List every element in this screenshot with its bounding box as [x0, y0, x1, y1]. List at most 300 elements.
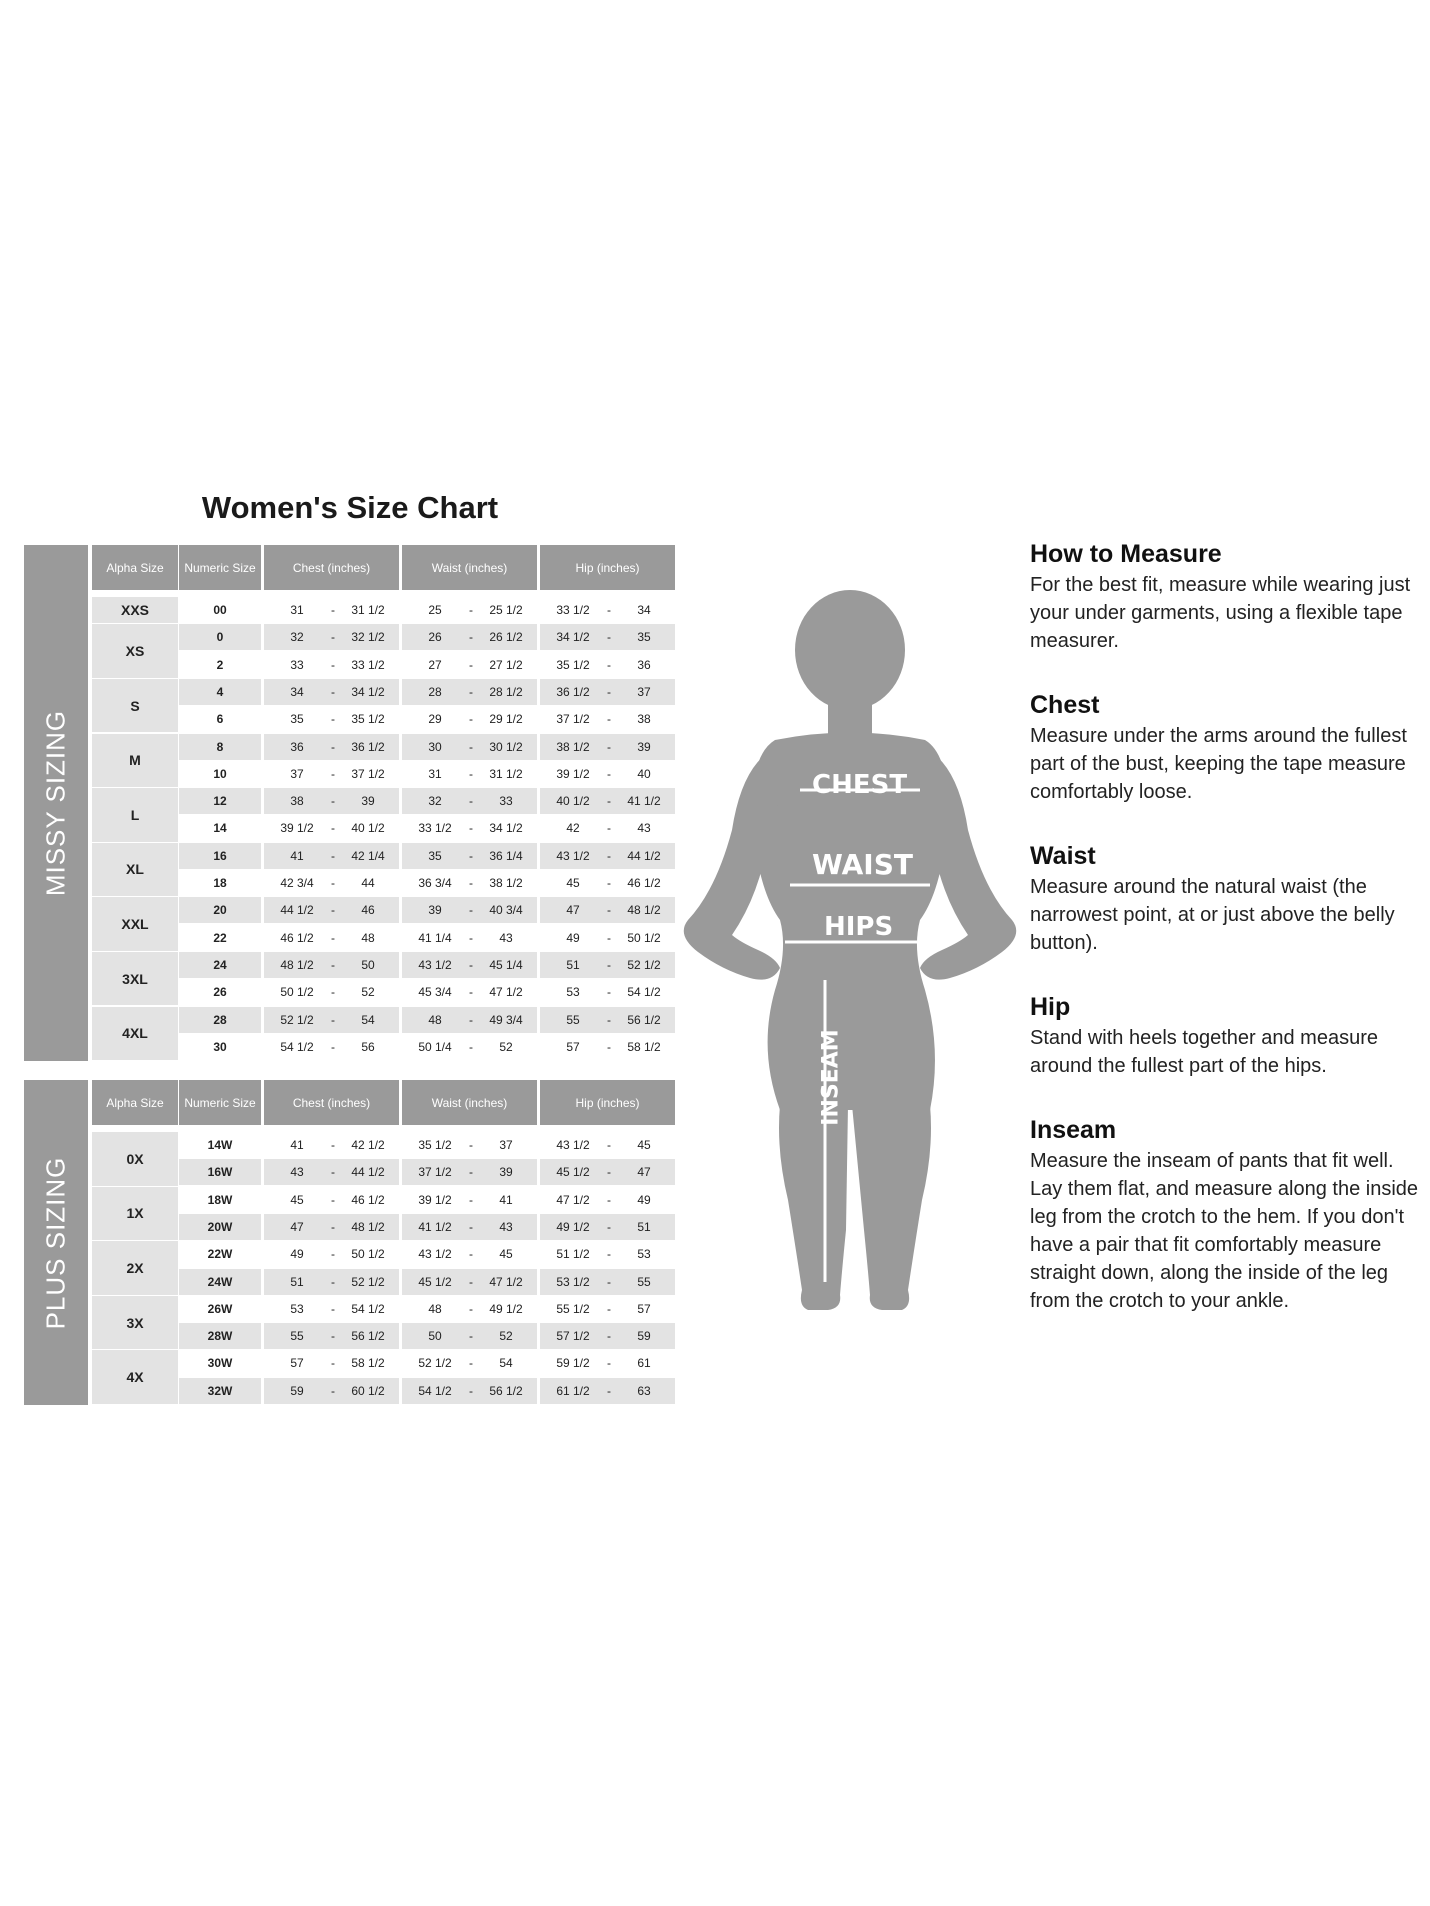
range-separator: -	[607, 603, 611, 617]
hip-min-value: 47 1/2	[556, 1192, 590, 1207]
waist-min-value: 26	[428, 630, 442, 645]
hip-max-value: 54 1/2	[627, 985, 661, 1000]
numeric-size-cell: 14W	[207, 1138, 233, 1152]
range-separator: -	[607, 1192, 611, 1207]
missy-sizing-table	[24, 545, 679, 1061]
chest-max-value: 54 1/2	[351, 1301, 385, 1316]
info-heading: Chest	[1030, 691, 1100, 719]
chest-range-cell	[264, 843, 399, 869]
chest-min-value: 46 1/2	[280, 930, 314, 945]
waist-min-value: 39 1/2	[418, 1192, 452, 1207]
chest-range-cell	[264, 815, 399, 841]
range-separator: -	[607, 712, 611, 727]
waist-range-cell	[402, 679, 537, 705]
hip-min-value: 42	[566, 821, 580, 836]
waist-min-value: 29	[428, 712, 442, 727]
alpha-size-cell: 2X	[92, 1241, 178, 1295]
chest-max-value: 48	[361, 930, 375, 945]
alpha-size-cell: XL	[92, 843, 178, 897]
waist-range-cell	[402, 952, 537, 978]
range-separator: -	[469, 739, 473, 754]
section-label-text: MISSY SIZING	[40, 709, 71, 897]
chest-max-value: 46 1/2	[351, 1192, 385, 1207]
chest-range-cell	[264, 706, 399, 732]
hip-max-value: 43	[637, 821, 651, 836]
waist-max-value: 54	[499, 1356, 513, 1371]
waist-range-cell	[402, 870, 537, 896]
chest-max-value: 37 1/2	[351, 766, 385, 781]
table-row	[24, 1269, 679, 1296]
chest-min-value: 38	[290, 794, 304, 809]
range-separator: -	[331, 603, 335, 617]
waist-min-value: 54 1/2	[418, 1383, 452, 1398]
range-separator: -	[607, 657, 611, 672]
numeric-size-cell: 2	[216, 657, 224, 672]
range-separator: -	[607, 1138, 611, 1152]
chest-min-value: 49	[290, 1247, 304, 1262]
chest-range-cell	[264, 734, 399, 760]
chest-min-value: 53	[290, 1301, 304, 1316]
range-separator: -	[331, 821, 335, 836]
hip-range-cell	[540, 815, 675, 841]
hip-max-value: 40	[637, 766, 651, 781]
alpha-size-cell: 0X	[92, 1132, 178, 1186]
inseam-label: INSEAM	[818, 1029, 844, 1126]
waist-range-cell	[402, 652, 537, 678]
waist-max-value: 41	[499, 1192, 513, 1207]
chest-range-cell	[264, 1269, 399, 1295]
numeric-size-cell: 8	[179, 734, 261, 760]
hip-range-cell	[540, 925, 675, 951]
numeric-size-cell: 30	[213, 1039, 227, 1054]
table-row	[24, 679, 679, 706]
chest-range-cell	[264, 979, 399, 1005]
waist-range-cell	[402, 925, 537, 951]
hip-min-value: 55 1/2	[556, 1301, 590, 1316]
hip-range-cell	[540, 679, 675, 705]
numeric-size-cell: 14	[213, 821, 227, 836]
range-separator: -	[607, 1356, 611, 1371]
chest-min-value: 34	[290, 684, 304, 699]
chest-max-value: 54	[361, 1012, 375, 1027]
table-row	[24, 1241, 679, 1268]
alpha-size-cell: XXS	[92, 597, 178, 623]
waist-max-value: 34 1/2	[489, 821, 523, 836]
waist-range-cell	[402, 897, 537, 923]
range-separator: -	[469, 1247, 473, 1262]
range-separator: -	[607, 739, 611, 754]
range-separator: -	[607, 1012, 611, 1027]
hip-min-value: 38 1/2	[556, 739, 590, 754]
hip-max-value: 44 1/2	[627, 848, 661, 863]
hip-max-value: 39	[637, 739, 651, 754]
chest-max-value: 52 1/2	[351, 1274, 385, 1289]
numeric-size-cell: 00	[213, 603, 227, 617]
waist-range-cell	[402, 1007, 537, 1033]
waist-range-cell	[402, 1350, 537, 1376]
range-separator: -	[331, 1219, 335, 1234]
alpha-size-cell: 3XL	[92, 952, 178, 1006]
range-separator: -	[469, 1329, 473, 1344]
table-row	[24, 1034, 679, 1061]
hip-min-value: 59 1/2	[556, 1356, 590, 1371]
hip-max-value: 55	[637, 1274, 651, 1289]
waist-max-value: 25 1/2	[489, 603, 523, 617]
chest-min-value: 54 1/2	[280, 1039, 314, 1054]
hip-min-value: 61 1/2	[556, 1383, 590, 1398]
range-separator: -	[607, 766, 611, 781]
hip-min-value: 43 1/2	[556, 1138, 590, 1152]
hip-max-value: 57	[637, 1301, 651, 1316]
range-separator: -	[331, 876, 335, 890]
range-separator: -	[607, 684, 611, 699]
chest-max-value: 35 1/2	[351, 712, 385, 727]
table-row	[24, 870, 679, 897]
table-row	[24, 1007, 679, 1034]
info-heading: How to Measure	[1030, 540, 1222, 568]
waist-range-cell	[402, 1378, 537, 1404]
hip-range-cell	[540, 1187, 675, 1213]
hip-range-cell	[540, 788, 675, 814]
table-row	[24, 597, 679, 624]
chest-max-value: 60 1/2	[351, 1383, 385, 1398]
waist-max-value: 43	[499, 930, 513, 945]
waist-min-value: 33 1/2	[418, 821, 452, 836]
waist-min-value: 31	[428, 766, 442, 781]
waist-range-cell	[402, 1323, 537, 1349]
table-row	[24, 1296, 679, 1323]
table-row	[24, 897, 679, 924]
hip-range-cell	[540, 1378, 675, 1404]
range-separator: -	[331, 1192, 335, 1207]
waist-max-value: 28 1/2	[489, 684, 523, 699]
range-separator: -	[469, 766, 473, 781]
info-heading: Hip	[1030, 993, 1071, 1021]
range-separator: -	[331, 794, 335, 809]
chest-min-value: 45	[290, 1192, 304, 1207]
waist-range-cell	[402, 1296, 537, 1322]
waist-max-value: 26 1/2	[489, 630, 523, 645]
table-row	[24, 1214, 679, 1241]
hip-min-value: 36 1/2	[556, 684, 590, 699]
chest-min-value: 39 1/2	[280, 821, 314, 836]
chest-min-value: 57	[290, 1356, 304, 1371]
range-separator: -	[331, 684, 335, 699]
hip-max-value: 50 1/2	[627, 930, 661, 945]
waist-range-cell	[402, 597, 537, 623]
chest-max-value: 50 1/2	[351, 1247, 385, 1262]
hip-max-value: 37	[637, 684, 651, 699]
chest-max-value: 31 1/2	[351, 603, 385, 617]
range-separator: -	[469, 1165, 473, 1180]
table-row	[24, 761, 679, 788]
alpha-size-cell: 4X	[92, 1350, 178, 1404]
waist-max-value: 49 1/2	[489, 1301, 523, 1316]
info-text: Stand with heels together and measure around the fullest part of the hips.	[1030, 1027, 1378, 1077]
numeric-size-cell: 16	[179, 843, 261, 869]
table-row	[24, 1350, 679, 1377]
alpha-size-cell: M	[92, 734, 178, 788]
range-separator: -	[469, 794, 473, 809]
range-separator: -	[469, 1383, 473, 1398]
chest-min-value: 41	[290, 1138, 304, 1152]
waist-max-value: 47 1/2	[489, 985, 523, 1000]
chest-range-cell	[264, 597, 399, 623]
waist-min-value: 39	[428, 903, 442, 918]
waist-range-cell	[402, 979, 537, 1005]
waist-max-value: 27 1/2	[489, 657, 523, 672]
numeric-size-cell: 26	[213, 985, 227, 1000]
hip-min-value: 53 1/2	[556, 1274, 590, 1289]
range-separator: -	[331, 985, 335, 1000]
waist-label: WAIST	[812, 848, 913, 881]
hip-min-value: 57	[566, 1039, 580, 1054]
waist-max-value: 39	[499, 1165, 513, 1180]
hip-range-cell	[540, 1214, 675, 1240]
waist-min-value: 45 1/2	[418, 1274, 452, 1289]
waist-range-cell	[402, 1187, 537, 1213]
chest-min-value: 59	[290, 1383, 304, 1398]
table-row	[24, 979, 679, 1006]
numeric-size-cell: 10	[213, 766, 227, 781]
hip-min-value: 51 1/2	[556, 1247, 590, 1262]
range-separator: -	[469, 1356, 473, 1371]
waist-min-value: 30	[428, 739, 442, 754]
chest-min-value: 42 3/4	[280, 876, 314, 890]
range-separator: -	[607, 1039, 611, 1054]
numeric-size-cell: 20W	[179, 1214, 261, 1240]
range-separator: -	[331, 1138, 335, 1152]
chest-label: CHEST	[812, 770, 908, 800]
range-separator: -	[607, 876, 611, 890]
table-row	[24, 815, 679, 842]
chest-range-cell	[264, 679, 399, 705]
chest-min-value: 47	[290, 1219, 304, 1234]
range-separator: -	[331, 1012, 335, 1027]
range-separator: -	[469, 1219, 473, 1234]
hip-max-value: 38	[637, 712, 651, 727]
info-heading: Inseam	[1030, 1116, 1117, 1144]
range-separator: -	[331, 1383, 335, 1398]
header-waist: Waist (inches)	[402, 1080, 537, 1125]
info-text: Measure the inseam of pants that fit well. Lay them flat, and measure along the inside leg from the crotch to the hem. If you don't have a pair that fit comfortably measure straight down, along the inside of the leg from the crotch to your ankle.	[1030, 1150, 1419, 1312]
range-separator: -	[331, 1039, 335, 1054]
hip-max-value: 56 1/2	[627, 1012, 661, 1027]
waist-min-value: 48	[428, 1301, 442, 1316]
range-separator: -	[469, 1039, 473, 1054]
waist-max-value: 52	[499, 1329, 513, 1344]
hip-range-cell	[540, 1350, 675, 1376]
chest-min-value: 48 1/2	[280, 957, 314, 972]
info-text: Measure around the natural waist (the narrowest point, at or just above the belly button).	[1030, 876, 1395, 954]
hip-min-value: 47	[566, 903, 580, 918]
body-silhouette	[680, 590, 1020, 1310]
waist-range-cell	[402, 1214, 537, 1240]
waist-max-value: 31 1/2	[489, 766, 523, 781]
hip-range-cell	[540, 897, 675, 923]
waist-max-value: 49 3/4	[489, 1012, 523, 1027]
range-separator: -	[331, 712, 335, 727]
hip-max-value: 49	[637, 1192, 651, 1207]
range-separator: -	[469, 1301, 473, 1316]
hip-range-cell	[540, 597, 675, 623]
waist-max-value: 43	[499, 1219, 513, 1234]
info-inseam	[1030, 1116, 1420, 1315]
chest-range-cell	[264, 1007, 399, 1033]
range-separator: -	[331, 1301, 335, 1316]
alpha-size-cell: L	[92, 788, 178, 842]
alpha-size-cell: 1X	[92, 1187, 178, 1241]
hip-max-value: 46 1/2	[627, 876, 661, 890]
waist-min-value: 27	[428, 657, 442, 672]
waist-max-value: 37	[499, 1138, 513, 1152]
table-row	[24, 706, 679, 733]
numeric-size-cell: 0	[179, 624, 261, 650]
waist-max-value: 45 1/4	[489, 957, 523, 972]
hip-range-cell	[540, 1269, 675, 1295]
chest-max-value: 50	[361, 957, 375, 972]
chest-max-value: 58 1/2	[351, 1356, 385, 1371]
table-row	[24, 1187, 679, 1214]
range-separator: -	[607, 1383, 611, 1398]
chest-range-cell	[264, 788, 399, 814]
range-separator: -	[607, 821, 611, 836]
chest-min-value: 36	[290, 739, 304, 754]
alpha-size-cell: 4XL	[92, 1007, 178, 1061]
chest-range-cell	[264, 1034, 399, 1060]
chest-range-cell	[264, 1132, 399, 1158]
waist-min-value: 32	[428, 794, 442, 809]
hip-min-value: 45 1/2	[556, 1165, 590, 1180]
chest-range-cell	[264, 925, 399, 951]
waist-min-value: 45 3/4	[418, 985, 452, 1000]
waist-max-value: 45	[499, 1247, 513, 1262]
waist-range-cell	[402, 815, 537, 841]
hip-range-cell	[540, 1007, 675, 1033]
waist-range-cell	[402, 1132, 537, 1158]
range-separator: -	[469, 1192, 473, 1207]
chest-range-cell	[264, 652, 399, 678]
range-separator: -	[607, 1165, 611, 1180]
waist-min-value: 52 1/2	[418, 1356, 452, 1371]
numeric-size-cell: 30W	[207, 1356, 233, 1371]
hip-min-value: 57 1/2	[556, 1329, 590, 1344]
range-separator: -	[469, 712, 473, 727]
chest-range-cell	[264, 952, 399, 978]
range-separator: -	[607, 903, 611, 918]
numeric-size-cell: 22W	[207, 1247, 233, 1262]
range-separator: -	[607, 1247, 611, 1262]
range-separator: -	[469, 1012, 473, 1027]
hip-min-value: 34 1/2	[556, 630, 590, 645]
hip-range-cell	[540, 1296, 675, 1322]
hip-max-value: 47	[637, 1165, 651, 1180]
hip-max-value: 59	[637, 1329, 651, 1344]
waist-max-value: 56 1/2	[489, 1383, 523, 1398]
waist-min-value: 36 3/4	[418, 876, 452, 890]
hip-range-cell	[540, 761, 675, 787]
plus-sizing-table	[24, 1080, 679, 1405]
range-separator: -	[469, 957, 473, 972]
waist-range-cell	[402, 1159, 537, 1185]
range-separator: -	[469, 876, 473, 890]
hip-range-cell	[540, 1323, 675, 1349]
waist-min-value: 43 1/2	[418, 1247, 452, 1262]
range-separator: -	[469, 630, 473, 645]
numeric-size-cell: 22	[213, 930, 227, 945]
range-separator: -	[331, 957, 335, 972]
hip-min-value: 40 1/2	[556, 794, 590, 809]
info-waist	[1030, 842, 1420, 957]
waist-range-cell	[402, 706, 537, 732]
chest-range-cell	[264, 1187, 399, 1213]
chest-max-value: 36 1/2	[351, 739, 385, 754]
numeric-size-cell: 28	[179, 1007, 261, 1033]
measure-instructions	[1030, 540, 1420, 1315]
range-separator: -	[607, 957, 611, 972]
hip-max-value: 45	[637, 1138, 651, 1152]
hip-min-value: 55	[566, 1012, 580, 1027]
waist-min-value: 50 1/4	[418, 1039, 452, 1054]
header-hip: Hip (inches)	[540, 1080, 675, 1125]
range-separator: -	[607, 794, 611, 809]
numeric-size-cell: 18	[213, 876, 227, 890]
waist-range-cell	[402, 788, 537, 814]
range-separator: -	[331, 657, 335, 672]
hip-max-value: 36	[637, 657, 651, 672]
waist-min-value: 48	[428, 1012, 442, 1027]
numeric-size-cell: 24	[179, 952, 261, 978]
table-row	[24, 1323, 679, 1350]
range-separator: -	[607, 1329, 611, 1344]
waist-max-value: 40 3/4	[489, 903, 523, 918]
range-separator: -	[469, 848, 473, 863]
chest-range-cell	[264, 1241, 399, 1267]
range-separator: -	[331, 1274, 335, 1289]
waist-min-value: 25	[428, 603, 442, 617]
range-separator: -	[607, 630, 611, 645]
hip-min-value: 37 1/2	[556, 712, 590, 727]
hip-min-value: 35 1/2	[556, 657, 590, 672]
chest-max-value: 32 1/2	[351, 630, 385, 645]
waist-min-value: 50	[428, 1329, 442, 1344]
hip-max-value: 51	[637, 1219, 651, 1234]
hip-range-cell	[540, 1034, 675, 1060]
range-separator: -	[469, 821, 473, 836]
hip-max-value: 41 1/2	[627, 794, 661, 809]
hip-max-value: 48 1/2	[627, 903, 661, 918]
chest-max-value: 48 1/2	[351, 1219, 385, 1234]
header-alpha: Alpha Size	[92, 545, 178, 590]
range-separator: -	[331, 903, 335, 918]
hip-max-value: 61	[637, 1356, 651, 1371]
hip-min-value: 49 1/2	[556, 1219, 590, 1234]
info-chest	[1030, 691, 1420, 806]
hip-max-value: 53	[637, 1247, 651, 1262]
hip-range-cell	[540, 1241, 675, 1267]
waist-max-value: 29 1/2	[489, 712, 523, 727]
range-separator: -	[469, 903, 473, 918]
chest-range-cell	[264, 624, 399, 650]
numeric-size-cell: 20	[179, 897, 261, 923]
chest-max-value: 34 1/2	[351, 684, 385, 699]
chest-max-value: 39	[361, 794, 375, 809]
chest-min-value: 50 1/2	[280, 985, 314, 1000]
hip-min-value: 53	[566, 985, 580, 1000]
waist-min-value: 28	[428, 684, 442, 699]
chest-range-cell	[264, 1350, 399, 1376]
waist-max-value: 36 1/4	[489, 848, 523, 863]
